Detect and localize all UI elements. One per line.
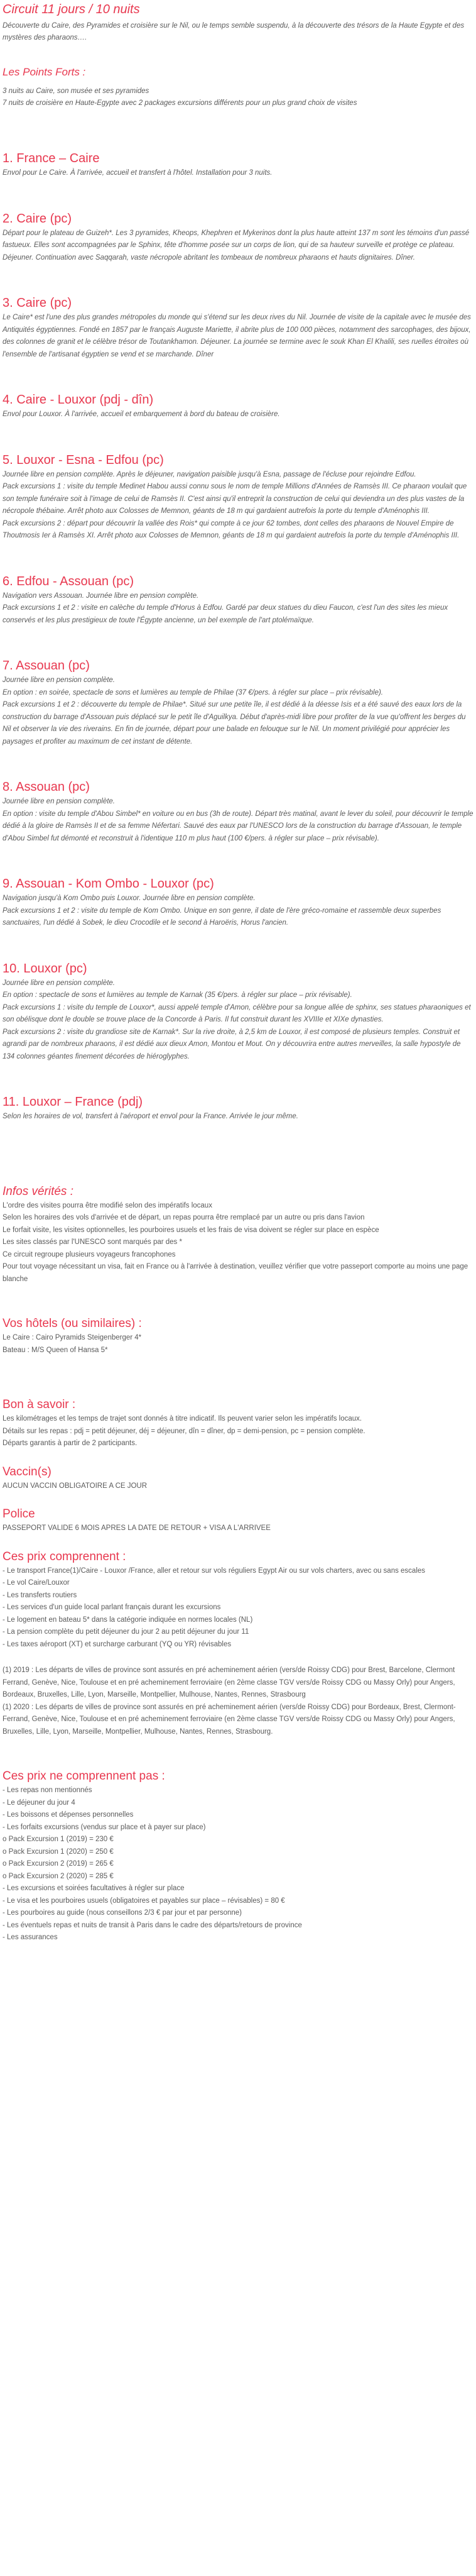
day-body xyxy=(3,167,473,180)
day-title: 4. Caire - Louxor (pdj - dîn) xyxy=(3,393,154,407)
non-compris-line: - Le déjeuner du jour 4 xyxy=(3,1798,75,1807)
day-title: 5. Louxor - Esna - Edfou (pc) xyxy=(3,453,164,467)
day-paragraph: Pack excursions 1 et 2 : visite du temple de Kom Ombo. Unique en son genre, il date de l'ère gréco-romaine et rassemble deux superbes sanctuaires, l'un dédié à Sobek, le dieu Crocodile et le second à Haroëris, Horus l'ancien. xyxy=(3,906,441,927)
day-block xyxy=(3,657,473,748)
comprend-note: (1) 2020 : Les départs de villes de province sont assurés en pré acheminement aérien (vers/de Roissy CDG) pour Bordeaux, Brest, Clermont-Ferrand, Genève, Nice, Toulouse et en pré acheminement ferroviaire (en 2ème classe TGV vers/de Roissy CDG ou Massy Orly) pour Angers, Bruxelles, Lille, Lyon, Marseille, Montpellier, Mulhouse, Nantes, Rennes, Strasbourg. xyxy=(3,1703,456,1736)
day-paragraph: Envol pour Louxor. À l'arrivée, accueil et embarquement à bord du bateau de croisière. xyxy=(3,410,280,418)
day-body xyxy=(3,409,473,421)
day-paragraph: Pack excursions 2 : départ pour découvrir la vallée des Rois* qui compte à ce jour 62 tombes, dont celles des pharaons de Nouvel Empire de Thoutmosis Ier à Ramsès XI. Arrêt photo aux Colosses de Memnon, géants de 18 m qui gardaient autrefois la porte du temple d'Aménophis III. xyxy=(3,519,460,539)
non-compris-line: - Les boissons et dépenses personnelles xyxy=(3,1811,134,1819)
comprend-body xyxy=(3,1565,473,1651)
day-paragraph: Pack excursions 1 et 2 : découverte du temple de Philae*. Situé sur une petite île, il est dédié à la déesse Isis et a été sauvé des eaux lors de la construction du barrage d'Assouan puis déplacé sur le petit île d'Aguilkya. Début d'après-midi libre pour profiter de la vue qu'offrent les berges du Nil et observer la vie des riverains. En fin de journée, départ pour une balade en felouque sur le Nil. Un moment privilégié pour apprécier les paysages et profiter au maximum de cet instant de détente. xyxy=(3,701,466,746)
bon-a-savoir-title: Bon à savoir : xyxy=(3,1398,76,1411)
day-title: 1. France – Caire xyxy=(3,151,100,165)
intro-text: Découverte du Caire, des Pyramides et croisière sur le Nil, ou le temps semble suspendu, à la découverte des trésors de la Haute Egypte et des mystères des pharaons…. xyxy=(3,22,465,41)
itinerary xyxy=(3,150,473,1153)
day-paragraph: Départ pour le plateau de Guizeh*. Les 3 pyramides, Kheops, Khephren et Mykerinos dont la plus haute atteint 137 m sont les témoins d'un passé fastueux. Elles sont accompagnées par le Sphinx, tête d'homme posée sur un corps de lion, qui de sa hauteur surveille et protège ce plateau. Déjeuner. Continuation avec Saqqarah, vaste nécropole abritant les tombeaux de nombreux pharaons et hauts dignitaires. Dîner. xyxy=(3,229,470,261)
bon-a-savoir-line: Détails sur les repas : pdj = petit déjeuner, déj = déjeuner, dîn = dîner, dp = demi-pension, pc = pension complète. xyxy=(3,1427,365,1435)
day-title: 8. Assouan (pc) xyxy=(3,780,90,794)
points-forts-item: 3 nuits au Caire, son musée et ses pyramides xyxy=(3,87,149,95)
day-paragraph: Journée libre en pension complète. Après le déjeuner, navigation paisible jusqu'à Esna, passage de l'écluse pour rejoindre Edfou. xyxy=(3,470,416,478)
bon-a-savoir-body xyxy=(3,1413,473,1450)
police-title: Police xyxy=(3,1507,35,1521)
day-body xyxy=(3,674,473,748)
day-body xyxy=(3,590,473,627)
comprend-notes xyxy=(3,1665,473,1738)
non-compris-line: o Pack Excursion 1 (2019) = 230 € xyxy=(3,1836,114,1843)
day-paragraph: Journée libre en pension complète. xyxy=(3,798,116,805)
day-paragraph: En option : en soirée, spectacle de sons et lumières au temple de Philae (37 €/pers. à régler sur place – prix révisable). xyxy=(3,688,383,696)
comprend-note: (1) 2019 : Les départs de villes de province sont assurés en pré acheminement aérien (vers/de Roissy CDG) pour Brest, Barcelone, Clermont Ferrand, Genève, Nice, Toulouse et en pré acheminement ferroviaire (en 2ème classe TGV vers/de Roissy CDG ou Massy Orly) pour Angers, Bordeaux, Bruxelles, Lille, Lyon, Marseille, Montpellier, Mulhouse, Nantes, Rennes, Strasbourg xyxy=(3,1666,455,1698)
page-title: Circuit 11 jours / 10 nuits xyxy=(3,3,140,16)
day-body xyxy=(3,469,473,542)
day-block xyxy=(3,391,473,421)
infos-line: Selon les horaires des vols d'arrivée et de départ, un repas pourra être remplacé par un autre ou pris dans l'avion xyxy=(3,1214,365,1221)
comprend-line: - Le transport France(1)/Caire - Louxor /France, aller et retour sur vols réguliers Egypt Air ou sur vols charters, avec ou sans escales xyxy=(3,1566,426,1575)
day-title: 10. Louxor (pc) xyxy=(3,961,87,976)
day-block xyxy=(3,150,473,180)
bon-a-savoir-line: Les kilométrages et les temps de trajet sont donnés à titre indicatif. Ils peuvent varier selon les impératifs locaux. xyxy=(3,1415,362,1423)
day-body xyxy=(3,796,473,845)
day-paragraph: Journée libre en pension complète. xyxy=(3,979,116,987)
day-paragraph: Pack excursions 1 : visite du temple de Louxor*, aussi appelé temple d'Amon, célèbre pour sa longue allée de sphinx, ses statues pharaoniques et son obélisque dont le double se trouve place de la Concorde à Paris. Il fut construit durant les XVIIIe et XIXe dynasties. xyxy=(3,1003,471,1023)
day-paragraph: Le Caire* est l'une des plus grandes métropoles du monde qui s'étend sur les deux rives du Nil. Journée de visite de la capitale avec le musée des Antiquités égyptiennes. Fondé en 1857 par le français Auguste Mariette, il abrite plus de 100 000 pièces, notamment des sarcophages, des bijoux, des colonnes de granit et le célèbre trésor de Toutankhamon. Déjeuner. La journée se termine avec le souk Khan El Khalili, ses ruelles étroites où l'ensemble de l'artisanat égyptien se vend et se marchande. Dîner xyxy=(3,314,471,358)
comprend-line: - La pension complète du petit déjeuner du jour 2 au petit déjeuner du jour 11 xyxy=(3,1628,249,1636)
day-paragraph: En option : visite du temple d'Abou Simbel* en voiture ou en bus (3h de route). Départ très matinal, avant le lever du soleil, pour découvrir le temple dédié à la gloire de Ramsès II et de sa femme Néfertari. Sauvé des eaux par l'UNESCO lors de la construction du barrage d'Assouan, le temple d'Abou Simbel fut démonté et reconstruit à l'identique 110 m plus haut (100 €/pers. à régler sur place – prix révisable). xyxy=(3,810,473,842)
comprend-line: - Le vol Caire/Louxor xyxy=(3,1579,70,1587)
day-paragraph: Journée libre en pension complète. xyxy=(3,676,116,684)
day-body xyxy=(3,977,473,1064)
non-compris-line: - Les éventuels repas et nuits de transit à Paris dans le cadre des départs/retours de province xyxy=(3,1921,302,1929)
day-block xyxy=(3,875,473,930)
hotels-title: Vos hôtels (ou similaires) : xyxy=(3,1317,142,1330)
day-paragraph: Navigation vers Assouan. Journée libre en pension complète. xyxy=(3,592,199,600)
vaccins-title: Vaccin(s) xyxy=(3,1465,51,1478)
comprend-line: - Les services d'un guide local parlant français durant les excursions xyxy=(3,1604,221,1611)
bon-a-savoir-line: Départs garantis à partir de 2 participants. xyxy=(3,1439,138,1447)
day-paragraph: Navigation jusqu'à Kom Ombo puis Louxor. Journée libre en pension complète. xyxy=(3,894,256,902)
day-block xyxy=(3,451,473,542)
hotel-line: Le Caire : Cairo Pyramids Steigenberger 4* xyxy=(3,1334,142,1341)
non-compris-line: o Pack Excursion 2 (2019) = 265 € xyxy=(3,1860,114,1868)
day-block xyxy=(3,573,473,627)
comprend-line: - Le logement en bateau 5* dans la catégorie indiquée en normes locales (NL) xyxy=(3,1616,253,1624)
police-line: PASSEPORT VALIDE 6 MOIS APRES LA DATE DE RETOUR + VISA A L'ARRIVEE xyxy=(3,1524,271,1532)
day-block xyxy=(3,210,473,265)
day-body xyxy=(3,312,473,361)
non-compris-line: - Les forfaits excursions (vendus sur place et à payer sur place) xyxy=(3,1823,206,1831)
points-forts-item: 7 nuits de croisière en Haute-Egypte avec 2 packages excursions différents pour un plus grand choix de visites xyxy=(3,99,357,107)
infos-line: L'ordre des visites pourra être modifié selon des impératifs locaux xyxy=(3,1201,212,1209)
infos-line: Les sites classés par l'UNESCO sont marqués par des * xyxy=(3,1238,182,1246)
day-title: 2. Caire (pc) xyxy=(3,211,72,226)
day-block xyxy=(3,294,473,361)
comprend-line: - Les taxes aéroport (XT) et surcharge carburant (YQ ou YR) révisables xyxy=(3,1640,232,1648)
day-block xyxy=(3,960,473,1064)
non-compris-line: - Les repas non mentionnés xyxy=(3,1786,92,1794)
non-compris-line: o Pack Excursion 1 (2020) = 250 € xyxy=(3,1847,114,1856)
day-title: 11. Louxor – France (pdj) xyxy=(3,1095,143,1109)
comprend-line: - Les transferts routiers xyxy=(3,1591,77,1599)
points-forts-title: Les Points Forts : xyxy=(3,66,86,78)
day-paragraph: En option : spectacle de sons et lumières au temple de Karnak (35 €/pers. à régler sur place – prix révisable). xyxy=(3,991,352,999)
day-title: 7. Assouan (pc) xyxy=(3,659,90,673)
vaccin-line: AUCUN VACCIN OBLIGATOIRE A CE JOUR xyxy=(3,1482,148,1490)
day-body xyxy=(3,893,473,930)
infos-body xyxy=(3,1200,473,1286)
non-compris-line: o Pack Excursion 2 (2020) = 285 € xyxy=(3,1872,114,1880)
day-title: 6. Edfou - Assouan (pc) xyxy=(3,574,134,588)
comprend-title: Ces prix comprennent : xyxy=(3,1549,126,1563)
non-compris-body xyxy=(3,1785,473,1944)
day-paragraph: Selon les horaires de vol, transfert à l'aéroport et envol pour la France. Arrivée le jour même. xyxy=(3,1113,298,1120)
day-body xyxy=(3,228,473,265)
non-compris-line: - Le visa et les pourboires usuels (obligatoires et payables sur place – révisables) = 80 € xyxy=(3,1896,285,1905)
infos-line: Ce circuit regroupe plusieurs voyageurs francophones xyxy=(3,1250,176,1258)
vaccins-body xyxy=(3,1480,473,1493)
infos-line: Pour tout voyage nécessitant un visa, fait en France ou à l'arrivée à destination, veuillez vérifier que votre passeport comporte au moins une page blanche xyxy=(3,1263,468,1283)
day-block xyxy=(3,1093,473,1123)
day-paragraph: Pack excursions 1 : visite du temple Medinet Habou aussi connu sous le nom de temple Millions d'Années de Ramsès III. Ce pharaon voulait que son temple funéraire soit à l'image de celui de Ramsès II. C'est ainsi qu'il entreprit la construction de celui qui deviendra un des plus vastes de la nécropole thébaine. Arrêt photo aux Colosses de Memnon, géants de 18 m qui gardaient autrefois la porte du temple d'Aménophis III. xyxy=(3,483,467,515)
police-body xyxy=(3,1522,473,1535)
infos-title: Infos vérités : xyxy=(3,1184,73,1198)
non-compris-line: - Les assurances xyxy=(3,1934,58,1941)
hotel-line: Bateau : M/S Queen of Hansa 5* xyxy=(3,1346,108,1354)
non-compris-line: - Les excursions et soirées facultatives à régler sur place xyxy=(3,1885,185,1892)
day-title: 3. Caire (pc) xyxy=(3,296,72,310)
day-title: 9. Assouan - Kom Ombo - Louxor (pc) xyxy=(3,877,214,891)
hotels-body xyxy=(3,1332,473,1357)
infos-line: Le forfait visite, les visites optionnelles, les pourboires usuels et les frais de visa doivent se régler sur place en espèce xyxy=(3,1226,379,1234)
non-compris-line: - Les pourboires au guide (nous conseillons 2/3 € par jour et par personne) xyxy=(3,1909,242,1917)
non-compris-title: Ces prix ne comprennent pas : xyxy=(3,1770,165,1783)
day-block xyxy=(3,778,473,845)
day-paragraph: Pack excursions 1 et 2 : visite en calèche du temple d'Horus à Edfou. Gardé par deux statues du dieu Faucon, c'est l'un des sites les mieux conservés et les plus prestigieux de toute l'Égypte ancienne, un bel exemple de l'art ptolémaïque. xyxy=(3,604,448,624)
day-paragraph: Envol pour Le Caire. À l'arrivée, accueil et transfert à l'hôtel. Installation pour 3 nuits. xyxy=(3,169,273,177)
day-paragraph: Pack excursions 2 : visite du grandiose site de Karnak*. Sur la rive droite, à 2,5 km de Louxor, il est composé de plusieurs temples. Construit et agrandi par de nombreux pharaons, il est dédié aux dieux Amon, Montou et Mout. On y découvrira entre autres merveilles, la salle hypostyle de 134 colonnes géantes finement décorées de hiéroglyphes. xyxy=(3,1028,461,1060)
day-body xyxy=(3,1111,473,1123)
